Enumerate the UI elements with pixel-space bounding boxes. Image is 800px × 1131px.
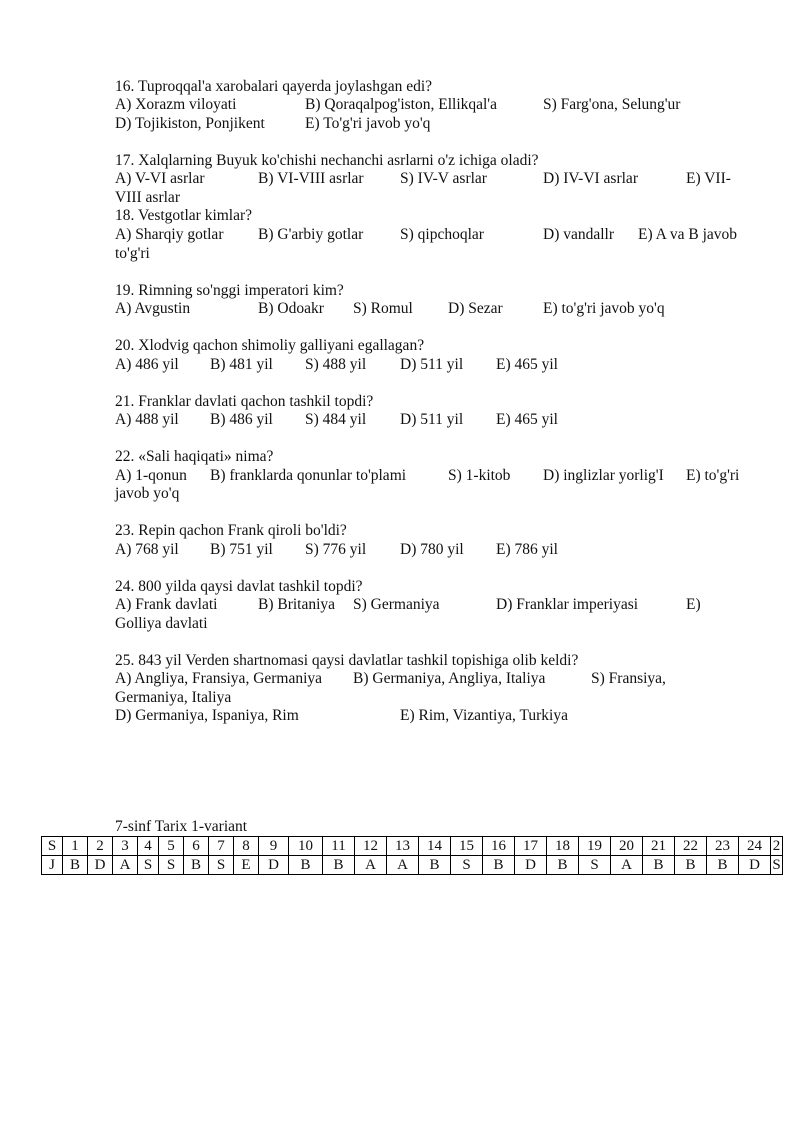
q23-option-a: A) 768 yil [115,541,179,558]
q25-option-s: S) Fransiya, [591,670,666,687]
q19-option-b: B) Odoakr [258,300,324,317]
key-cell: 7 [209,837,234,856]
q19-option-e: E) to'g'ri javob yo'q [543,300,665,317]
key-cell: D [259,856,289,875]
key-cell: 21 [643,837,675,856]
key-cell: S [579,856,611,875]
key-cell: 16 [483,837,515,856]
key-cell: 3 [113,837,138,856]
q18-option-d: D) vandallr [543,226,615,243]
key-cell: A [355,856,387,875]
key-cell: 10 [289,837,323,856]
key-cell: 24 [739,837,771,856]
q18-option-e-continued: to'g'ri [115,245,150,262]
key-cell: 2 [771,837,783,856]
q21-option-e: E) 465 yil [496,411,558,428]
key-cell: 6 [184,837,209,856]
q24-option-d: D) Franklar imperiyasi [496,596,639,613]
key-cell: 11 [323,837,355,856]
question-21: 21. Franklar davlati qachon tashkil topdi? [115,393,374,410]
q17-option-e: E) VII- [686,170,731,187]
key-cell: 9 [259,837,289,856]
key-cell: B [547,856,579,875]
key-cell: B [419,856,451,875]
q25-option-e: E) Rim, Vizantiya, Turkiya [400,707,568,724]
key-cell: E [234,856,259,875]
question-22: 22. «Sali haqiqati» nima? [115,448,274,465]
answer-key-answers-row [42,856,783,875]
key-cell: S [772,857,781,873]
q18-option-a: A) Sharqiy gotlar [115,226,224,243]
q23-option-e: E) 786 yil [496,541,558,558]
key-cell: D [739,856,771,875]
q20-option-e: E) 465 yil [496,356,558,373]
answer-key-table [41,836,783,875]
q17-option-d: D) IV-VI asrlar [543,170,638,187]
key-cell: 4 [138,837,159,856]
key-cell: 2 [88,837,113,856]
key-cell: 8 [234,837,259,856]
key-cell: D [88,856,113,875]
key-cell: B [483,856,515,875]
q18-option-e: E) A va B javob [638,226,738,243]
question-19: 19. Rimning so'nggi imperatori kim? [115,282,344,299]
q24-option-a: A) Frank davlati [115,596,218,613]
question-18: 18. Vestgotlar kimlar? [115,207,253,224]
q17-option-a: A) V-VI asrlar [115,170,205,187]
q17-option-e-continued: VIII asrlar [115,189,180,206]
key-cell: 13 [387,837,419,856]
q22-option-e: E) to'g'ri [686,467,740,484]
q24-option-e-continued: Golliya davlati [115,615,208,632]
key-cell: B [643,856,675,875]
key-cell: J [42,856,63,875]
question-23: 23. Repin qachon Frank qiroli bo'ldi? [115,522,347,539]
answer-key-title: 7-sinf Tarix 1-variant [115,818,248,835]
q22-option-e-continued: javob yo'q [115,485,180,502]
q16-option-s: S) Farg'ona, Selung'ur [543,96,681,113]
q19-option-a: A) Avgustin [115,300,191,317]
q23-option-b: B) 751 yil [210,541,273,558]
question-24: 24. 800 yilda qaysi davlat tashkil topdi? [115,578,363,595]
q24-option-b: B) Britaniya [258,596,336,613]
key-cell: S [209,856,234,875]
q21-option-a: A) 488 yil [115,411,179,428]
key-cell: B [323,856,355,875]
answer-key-question-numbers-row [42,837,783,856]
key-cell: 12 [355,837,387,856]
q18-option-s: S) qipchoqlar [400,226,484,243]
key-cell: 20 [611,837,643,856]
q16-option-d: D) Tojikiston, Ponjikent [115,115,265,132]
q16-option-a: A) Xorazm viloyati [115,96,237,113]
key-cell: S [42,837,63,856]
key-cell: 5 [159,837,184,856]
question-16: 16. Tuproqqal'a xarobalari qayerda joylashgan edi? [115,78,433,95]
key-cell: A [611,856,643,875]
q22-option-b: B) franklarda qonunlar to'plami [210,467,407,484]
q19-option-s: S) Romul [353,300,413,317]
key-cell: B [707,856,739,875]
key-cell: 17 [515,837,547,856]
key-cell: S [159,856,184,875]
q25-option-d: D) Germaniya, Ispaniya, Rim [115,707,299,724]
key-cell: 14 [419,837,451,856]
q16-option-b: B) Qoraqalpog'iston, Ellikqal'a [305,96,497,113]
key-cell: B [675,856,707,875]
question-25: 25. 843 yil Verden shartnomasi qaysi davlatlar tashkil topishiga olib keldi? [115,652,579,669]
q16-option-e: E) To'g'ri javob yo'q [305,115,431,132]
q22-option-a: A) 1-qonun [115,467,187,484]
q20-option-b: B) 481 yil [210,356,273,373]
key-cell: B [63,856,88,875]
q25-option-s-continued: Germaniya, Italiya [115,689,232,706]
q22-option-s: S) 1-kitob [448,467,511,484]
q20-option-d: D) 511 yil [400,356,464,373]
key-cell: S [451,856,483,875]
q21-option-d: D) 511 yil [400,411,464,428]
question-17: 17. Xalqlarning Buyuk ko'chishi nechanchi asrlarni o'z ichiga oladi? [115,152,539,169]
q21-option-s: S) 484 yil [305,411,367,428]
key-cell: S [138,856,159,875]
key-cell: 19 [579,837,611,856]
q24-option-e: E) [686,596,701,613]
q23-option-d: D) 780 yil [400,541,464,558]
key-cell: D [515,856,547,875]
q19-option-d: D) Sezar [448,300,503,317]
q22-option-d: D) inglizlar yorlig'I [543,467,664,484]
key-cell: 18 [547,837,579,856]
q23-option-s: S) 776 yil [305,541,367,558]
key-cell: 15 [451,837,483,856]
key-cell: B [184,856,209,875]
q24-option-s: S) Germaniya [353,596,440,613]
q20-option-a: A) 486 yil [115,356,179,373]
key-cell: A [387,856,419,875]
q21-option-b: B) 486 yil [210,411,273,428]
key-cell: B [289,856,323,875]
q25-option-b: B) Germaniya, Angliya, Italiya [353,670,546,687]
question-20: 20. Xlodvig qachon shimoliy galliyani egallagan? [115,337,425,354]
key-cell: 23 [707,837,739,856]
q18-option-b: B) G'arbiy gotlar [258,226,364,243]
key-cell: A [113,856,138,875]
q17-option-b: B) VI-VIII asrlar [258,170,364,187]
key-cell: 1 [63,837,88,856]
q25-option-a: A) Angliya, Fransiya, Germaniya [115,670,323,687]
q20-option-s: S) 488 yil [305,356,367,373]
key-cell: 22 [675,837,707,856]
q17-option-s: S) IV-V asrlar [400,170,487,187]
